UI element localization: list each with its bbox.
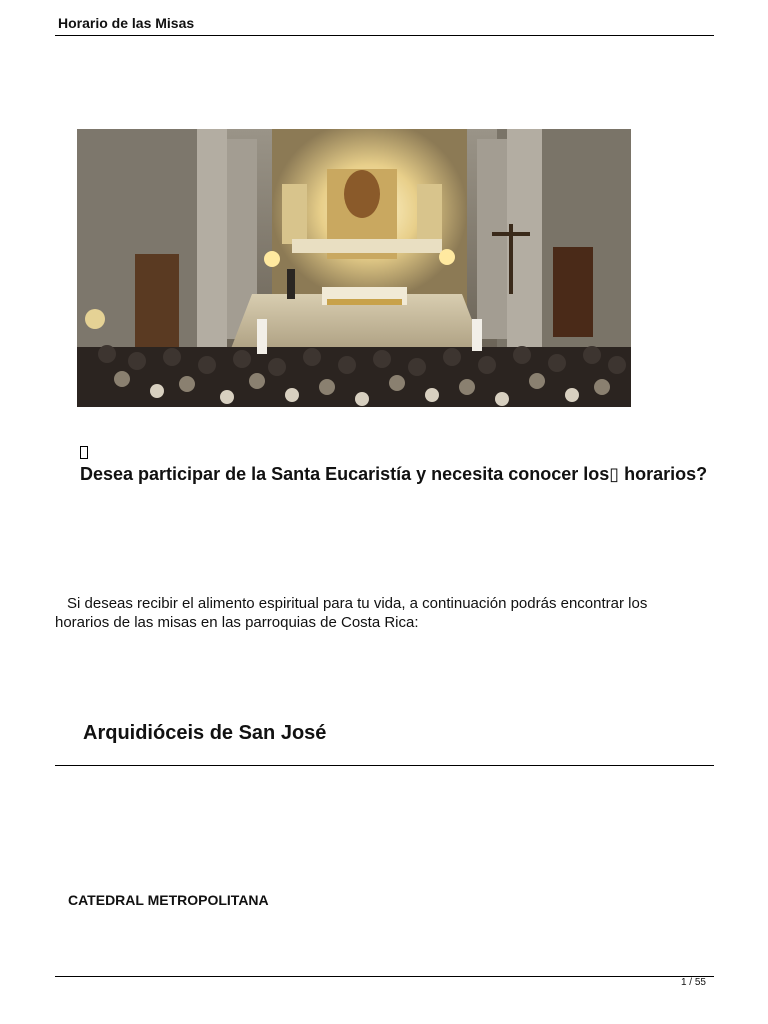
page-number: 1 / 55 [680,977,706,988]
intro-paragraph [55,594,715,632]
intro-line-1: Si deseas recibir el alimento espiritual para tu vida, a continuación podrás encontrar los [67,595,648,612]
footer-divider [55,976,714,977]
section-divider [55,765,714,766]
header-divider [55,35,714,36]
intro-line-2: horarios de las misas en las parroquias de Costa Rica: [55,614,419,631]
section-title: Arquidióceis de San José [83,722,327,744]
church-interior-image [77,129,631,407]
page-header-title: Horario de las Misas [58,15,195,31]
missing-glyph-icon [80,446,88,459]
question-heading: Desea participar de la Santa Eucaristía y necesita conocer los▯ horarios? [80,464,708,484]
subsection-title: CATEDRAL METROPOLITANA [68,892,269,908]
